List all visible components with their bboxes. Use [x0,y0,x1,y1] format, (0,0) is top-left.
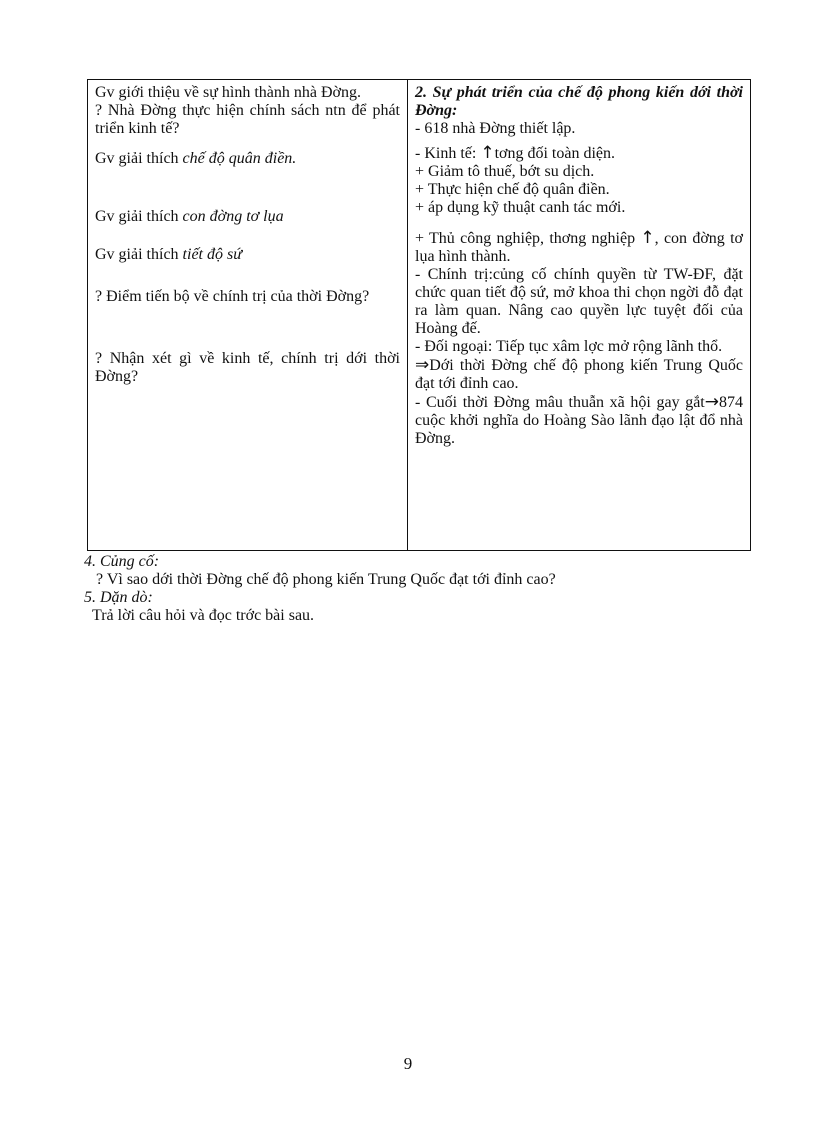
economy-label: - Kinh tế: [415,145,481,162]
late-tang-label: - Cuối thời Đờng mâu thuẫn xã hội gay gắt [415,394,705,411]
land-system-term: chế độ quân điền. [182,150,297,167]
implies-arrow-icon: ⇒ [415,355,430,375]
explain-prefix: Gv giải thích [95,150,183,167]
late-tang-text [415,393,743,448]
silk-road-term: con đờng tơ lụa [182,208,284,225]
explain-land-system [95,150,400,168]
crafts-label: + Thủ công nghiệp, thơng nghiệp [415,230,641,247]
section-heading: 2. Sự phát triển của chế độ phong kiến dới thời Đờng: [415,84,743,119]
late-tang-desc: 874 cuộc khởi nghĩa do Hoàng Sào lãnh đạo lật đổ nhà Đờng. [415,394,743,447]
economy-text [415,144,743,163]
table-row [88,80,751,551]
economy-desc: tơng đối toàn diện. [494,145,616,162]
founding-text: - 618 nhà Đờng thiết lập. [415,120,576,137]
farming-tech-text: + áp dụng kỹ thuật canh tác mới. [415,199,626,216]
assessment-question: ? Nhận xét gì về kinh tế, chính trị dới thời Đờng? [95,350,400,385]
intro-text: Gv giới thiệu về sự hình thành nhà Đờng. [95,84,362,101]
economy-question: ? Nhà Đờng thực hiện chính sách ntn để phát triển kinh tế? [95,102,400,137]
page-number: 9 [403,1054,413,1073]
politics-question: ? Điểm tiến bộ về chính trị của thời Đờng? [95,288,370,305]
crafts-desc: , con đờng tơ lụa hình thành. [415,230,743,265]
politics-text: - Chính trị:củng cố chính quyền từ TW-ĐF, đặt chức quan tiết độ sứ, mở khoa thi chọn ngời đỗ đạt ra làm quan. Nâng cao quyền lực tuyệt đối của Hoàng đế. [415,266,743,337]
explain-jiedushi [95,246,400,264]
crafts-trade-text [415,229,743,266]
foreign-policy-text: - Đối ngoại: Tiếp tục xâm lợc mở rộng lãnh thổ. [415,338,723,355]
tax-text: + Giảm tô thuế, bớt su dịch. [415,163,595,180]
homework-text: Trả lời câu hỏi và đọc trớc bài sau. [92,607,315,624]
right-arrow-icon: → [704,392,719,412]
land-system-text: + Thực hiện chế độ quân điền. [415,181,610,198]
consolidation-title: 4. Củng cố: [84,553,160,570]
conclusion-desc: Dới thời Đờng chế độ phong kiến Trung Quốc đạt tới đỉnh cao. [415,357,743,392]
teacher-activity-cell [88,80,408,551]
up-arrow-icon: ↑ [640,228,655,248]
homework-title: 5. Dặn dò: [84,589,153,606]
content-cell [408,80,751,551]
conclusion-text [415,356,743,393]
lesson-table [87,79,751,551]
explain-prefix: Gv giải thích [95,208,183,225]
explain-prefix: Gv giải thích [95,246,183,263]
explain-silk-road [95,208,400,226]
up-arrow-icon: ↑ [480,143,495,163]
jiedushi-term: tiết độ sứ [182,246,242,263]
consolidation-question: ? Vì sao dới thời Đờng chế độ phong kiến Trung Quốc đạt tới đỉnh cao? [96,571,556,588]
